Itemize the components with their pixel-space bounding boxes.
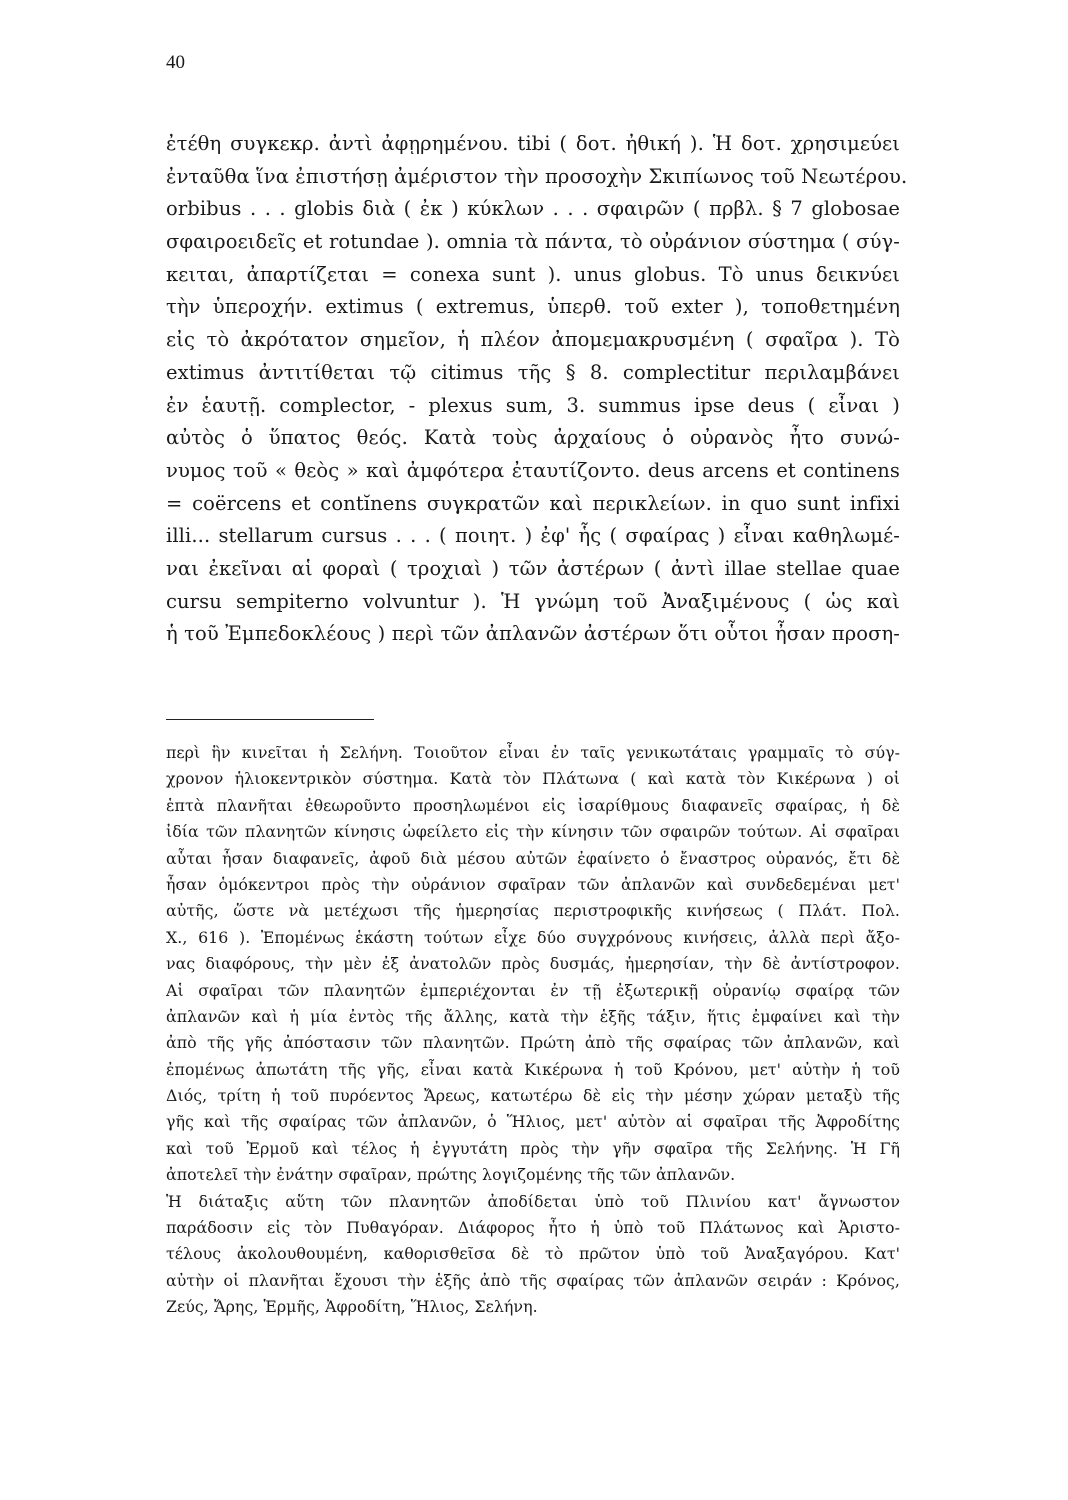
footnote-line: ἦσαν ὁμόκεντροι πρὸς τὴν οὐράνιον σφαῖραν τῶν ἀπλανῶν καὶ συνδεδεμέναι μετ' bbox=[166, 874, 900, 894]
footnote-line: Διός, τρίτη ἡ τοῦ πυρόεντος Ἄρεως, κατωτέρω δὲ εἰς τὴν μέσην χώραν μεταξὺ τῆς bbox=[166, 1086, 900, 1106]
main-line: illi... stellarum cursus . . . ( ποιητ. ) ἐφ' ἧς ( σφαίρας ) εἶναι καθηλωμέ- bbox=[166, 524, 900, 548]
main-line: cursu sempiterno volvuntur ). Ἡ γνώμη τοῦ Ἀναξιμένους ( ὡς καὶ bbox=[166, 589, 900, 613]
footnote-line: παράδοσιν εἰς τὸν Πυθαγόραν. Διάφορος ἦτο ἡ ὑπὸ τοῦ Πλάτωνος καὶ Ἀριστο- bbox=[166, 1218, 900, 1238]
footnote-line: αὐτῆς, ὥστε νὰ μετέχωσι τῆς ἡμερησίας περιστροφικῆς κινήσεως ( Πλάτ. Πολ. bbox=[166, 901, 900, 921]
footnote-line: νας διαφόρους, τὴν μὲν ἐξ ἀνατολῶν πρὸς δυσμάς, ἡμερησίαν, τὴν δὲ ἀντίστροφον. bbox=[166, 954, 900, 974]
footnote-line: καὶ τοῦ Ἑρμοῦ καὶ τέλος ἡ ἐγγυτάτη πρὸς τὴν γῆν σφαῖρα τῆς Σελήνης. Ἡ Γῆ bbox=[166, 1138, 900, 1158]
main-line: τὴν ὑπεροχήν. extimus ( extremus, ὑπερθ. τοῦ exter ), τοποθετημένη bbox=[166, 295, 900, 319]
footnote-line: Αἱ σφαῖραι τῶν πλανητῶν ἐμπεριέχονται ἐν τῇ ἐξωτερικῇ οὐρανίῳ σφαίρᾳ τῶν bbox=[166, 980, 900, 1000]
footnote-line: ἀπὸ τῆς γῆς ἀπόστασιν τῶν πλανητῶν. Πρώτη ἀπὸ τῆς σφαίρας τῶν ἀπλανῶν, καὶ bbox=[166, 1033, 900, 1053]
footnote-line: τέλους ἀκολουθουμένη, καθορισθεῖσα δὲ τὸ πρῶτον ὑπὸ τοῦ Ἀναξαγόρου. Κατ' bbox=[166, 1244, 900, 1264]
footnote-line: Ζεύς, Ἄρης, Ἑρμῆς, Ἀφροδίτη, Ἥλιος, Σελήνη. bbox=[166, 1297, 538, 1317]
main-line: = coërcens et contĭnens συγκρατῶν καὶ περικλείων. in quo sunt infixi bbox=[166, 491, 900, 515]
main-line: extimus ἀντιτίθεται τῷ citimus τῆς § 8. complectitur περιλαμβάνει bbox=[166, 360, 900, 384]
footnote-line: X., 616 ). Ἐπομένως ἑκάστη τούτων εἶχε δύο συγχρόνους κινήσεις, ἀλλὰ περὶ ἄξο- bbox=[166, 927, 900, 947]
main-line: κειται, ἀπαρτίζεται = conexa sunt ). unus globus. Τὸ unus δεικνύει bbox=[166, 262, 900, 286]
footnote-line: γῆς καὶ τῆς σφαίρας τῶν ἀπλανῶν, ὁ Ἥλιος, μετ' αὐτὸν αἱ σφαῖραι τῆς Ἀφροδίτης bbox=[166, 1112, 900, 1132]
footnote-line: χρονον ἡλιοκεντρικὸν σύστημα. Κατὰ τὸν Πλάτωνα ( καὶ κατὰ τὸν Κικέρωνα ) οἱ bbox=[166, 769, 900, 789]
main-line: νυμος τοῦ « θεὸς » καὶ ἀμφότερα ἐταυτίζοντο. deus arcens et continens bbox=[166, 458, 900, 482]
footnote-line: Ἡ διάταξις αὕτη τῶν πλανητῶν ἀποδίδεται ὑπὸ τοῦ Πλινίου κατ' ἄγνωστον bbox=[166, 1191, 900, 1211]
main-line: ἐνταῦθα ἵνα ἐπιστήσῃ ἀμέριστον τὴν προσοχὴν Σκιπίωνος τοῦ Νεωτέρου. bbox=[166, 164, 908, 188]
footnote-line: ἐπομένως ἀπωτάτη τῆς γῆς, εἶναι κατὰ Κικέρωνα ἡ τοῦ Κρόνου, μετ' αὐτὴν ἡ τοῦ bbox=[166, 1059, 900, 1079]
main-line: orbibus . . . globis διὰ ( ἐκ ) κύκλων . . . σφαιρῶν ( πρβλ. § 7 globosae bbox=[166, 197, 900, 221]
footnote-line: περὶ ἣν κινεῖται ἡ Σελήνη. Τοιοῦτον εἶναι ἐν ταῖς γενικωτάταις γραμμαῖς τὸ σύγ- bbox=[166, 743, 900, 762]
footnote-line: αὗται ἦσαν διαφανεῖς, ἀφοῦ διὰ μέσου αὐτῶν ἐφαίνετο ὁ ἔναστρος οὐρανός, ἔτι δὲ bbox=[166, 848, 900, 868]
main-text bbox=[166, 128, 908, 651]
main-line: αὐτὸς ὁ ὕπατος θεός. Κατὰ τοὺς ἀρχαίους ὁ οὐρανὸς ἦτο συνώ- bbox=[166, 426, 900, 450]
main-line: ἡ τοῦ Ἐμπεδοκλέους ) περὶ τῶν ἀπλανῶν ἀστέρων ὅτι οὗτοι ἦσαν προση- bbox=[166, 622, 900, 646]
main-line: εἰς τὸ ἀκρότατον σημεῖον, ἡ πλέον ἀπομεμακρυσμένη ( σφαῖρα ). Τὸ bbox=[166, 328, 900, 352]
main-line: ἐτέθη συγκεκρ. ἀντὶ ἀφῃρημένου. tibi ( δοτ. ἠθική ). Ἡ δοτ. χρησιμεύει bbox=[166, 132, 900, 155]
footnote-line: ἑπτὰ πλανῆται ἐθεωροῦντο προσηλωμένοι εἰς ἰσαρίθμους διαφανεῖς σφαίρας, ἡ δὲ bbox=[166, 795, 900, 815]
footnote bbox=[166, 740, 900, 1321]
main-line: σφαιροειδεῖς et rotundae ). omnia τὰ πάντα, τὸ οὐράνιον σύστημα ( σύγ- bbox=[166, 230, 900, 254]
footnote-line: αὐτὴν οἱ πλανῆται ἔχουσι τὴν ἑξῆς ἀπὸ τῆς σφαίρας τῶν ἀπλανῶν σειράν : Κρόνος, bbox=[166, 1270, 900, 1290]
footnote-line: ἰδία τῶν πλανητῶν κίνησις ὠφείλετο εἰς τὴν κίνησιν τῶν σφαιρῶν τούτων. Αἱ σφαῖραι bbox=[166, 822, 900, 842]
main-line: ἐν ἑαυτῇ. complector, - plexus sum, 3. summus ipse deus ( εἶναι ) bbox=[166, 393, 900, 417]
footnote-line: ἀποτελεῖ τὴν ἐνάτην σφαῖραν, πρώτης λογιζομένης τῆς τῶν ἀπλανῶν. bbox=[166, 1165, 736, 1185]
main-line: ναι ἐκεῖναι αἱ φοραὶ ( τροχιαὶ ) τῶν ἀστέρων ( ἀντὶ illae stellae quae bbox=[166, 556, 900, 580]
footnote-rule bbox=[166, 719, 374, 720]
page-number: 40 bbox=[166, 52, 185, 73]
footnote-line: ἀπλανῶν καὶ ἡ μία ἐντὸς τῆς ἄλλης, κατὰ τὴν ἑξῆς τάξιν, ἥτις ἐμφαίνει καὶ τὴν bbox=[166, 1006, 900, 1026]
